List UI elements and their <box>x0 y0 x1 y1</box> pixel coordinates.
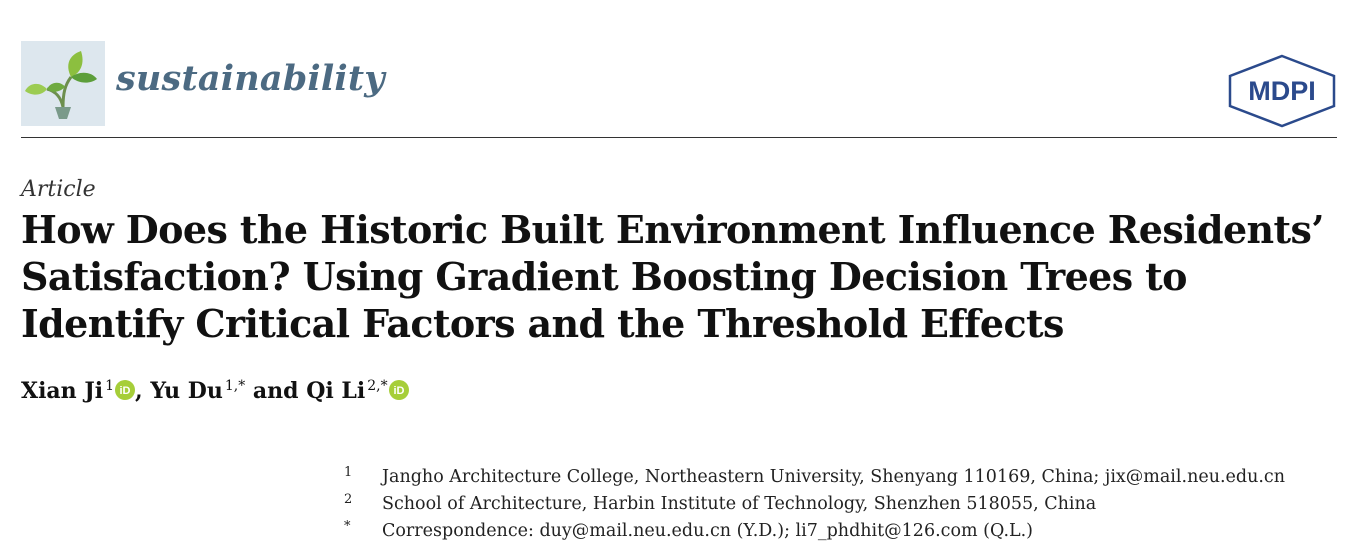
author-affiliation-mark: 1 <box>105 378 115 394</box>
author-name[interactable]: Qi Li <box>306 378 366 404</box>
author-list <box>21 378 409 404</box>
journal-name: sustainability <box>116 58 385 99</box>
author-separator: and <box>245 378 307 404</box>
publisher-name: MDPI <box>1248 76 1316 106</box>
affiliation-mark: 2 <box>344 492 353 507</box>
orcid-icon[interactable] <box>115 380 135 400</box>
author-name[interactable]: Yu Du <box>150 378 223 404</box>
svg-text:iD: iD <box>119 385 131 397</box>
article-type-label: Article <box>21 177 96 202</box>
affiliation-mark: 1 <box>344 465 353 480</box>
affiliation-mark: * <box>344 519 351 534</box>
journal-logo <box>21 41 105 126</box>
orcid-icon[interactable] <box>389 380 409 400</box>
author-separator: , <box>135 378 151 404</box>
affiliation-text: School of Architecture, Harbin Institute of Technology, Shenzhen 518055, China <box>382 494 1097 514</box>
svg-text:iD: iD <box>393 385 405 397</box>
correspondence-text: Correspondence: duy@mail.neu.edu.cn (Y.D.); li7_phdhit@126.com (Q.L.) <box>382 521 1034 541</box>
author-affiliation-mark: 1,* <box>224 378 246 394</box>
affiliation-text: Jangho Architecture College, Northeastern University, Shenyang 110169, China; jix@mail.neu.edu.cn <box>382 467 1285 487</box>
plant-sprout-icon <box>21 41 105 126</box>
mdpi-logo <box>1226 54 1338 128</box>
author-affiliation-mark: 2,* <box>367 378 388 394</box>
paper-title: How Does the Historic Built Environment Influence Residents’ Satisfaction? Using Gradient Boosting Decision Trees to Identify Critical Factors and the Threshold Effects <box>21 207 1324 346</box>
author-name[interactable]: Xian Ji <box>21 378 104 404</box>
header-divider <box>21 137 1337 138</box>
